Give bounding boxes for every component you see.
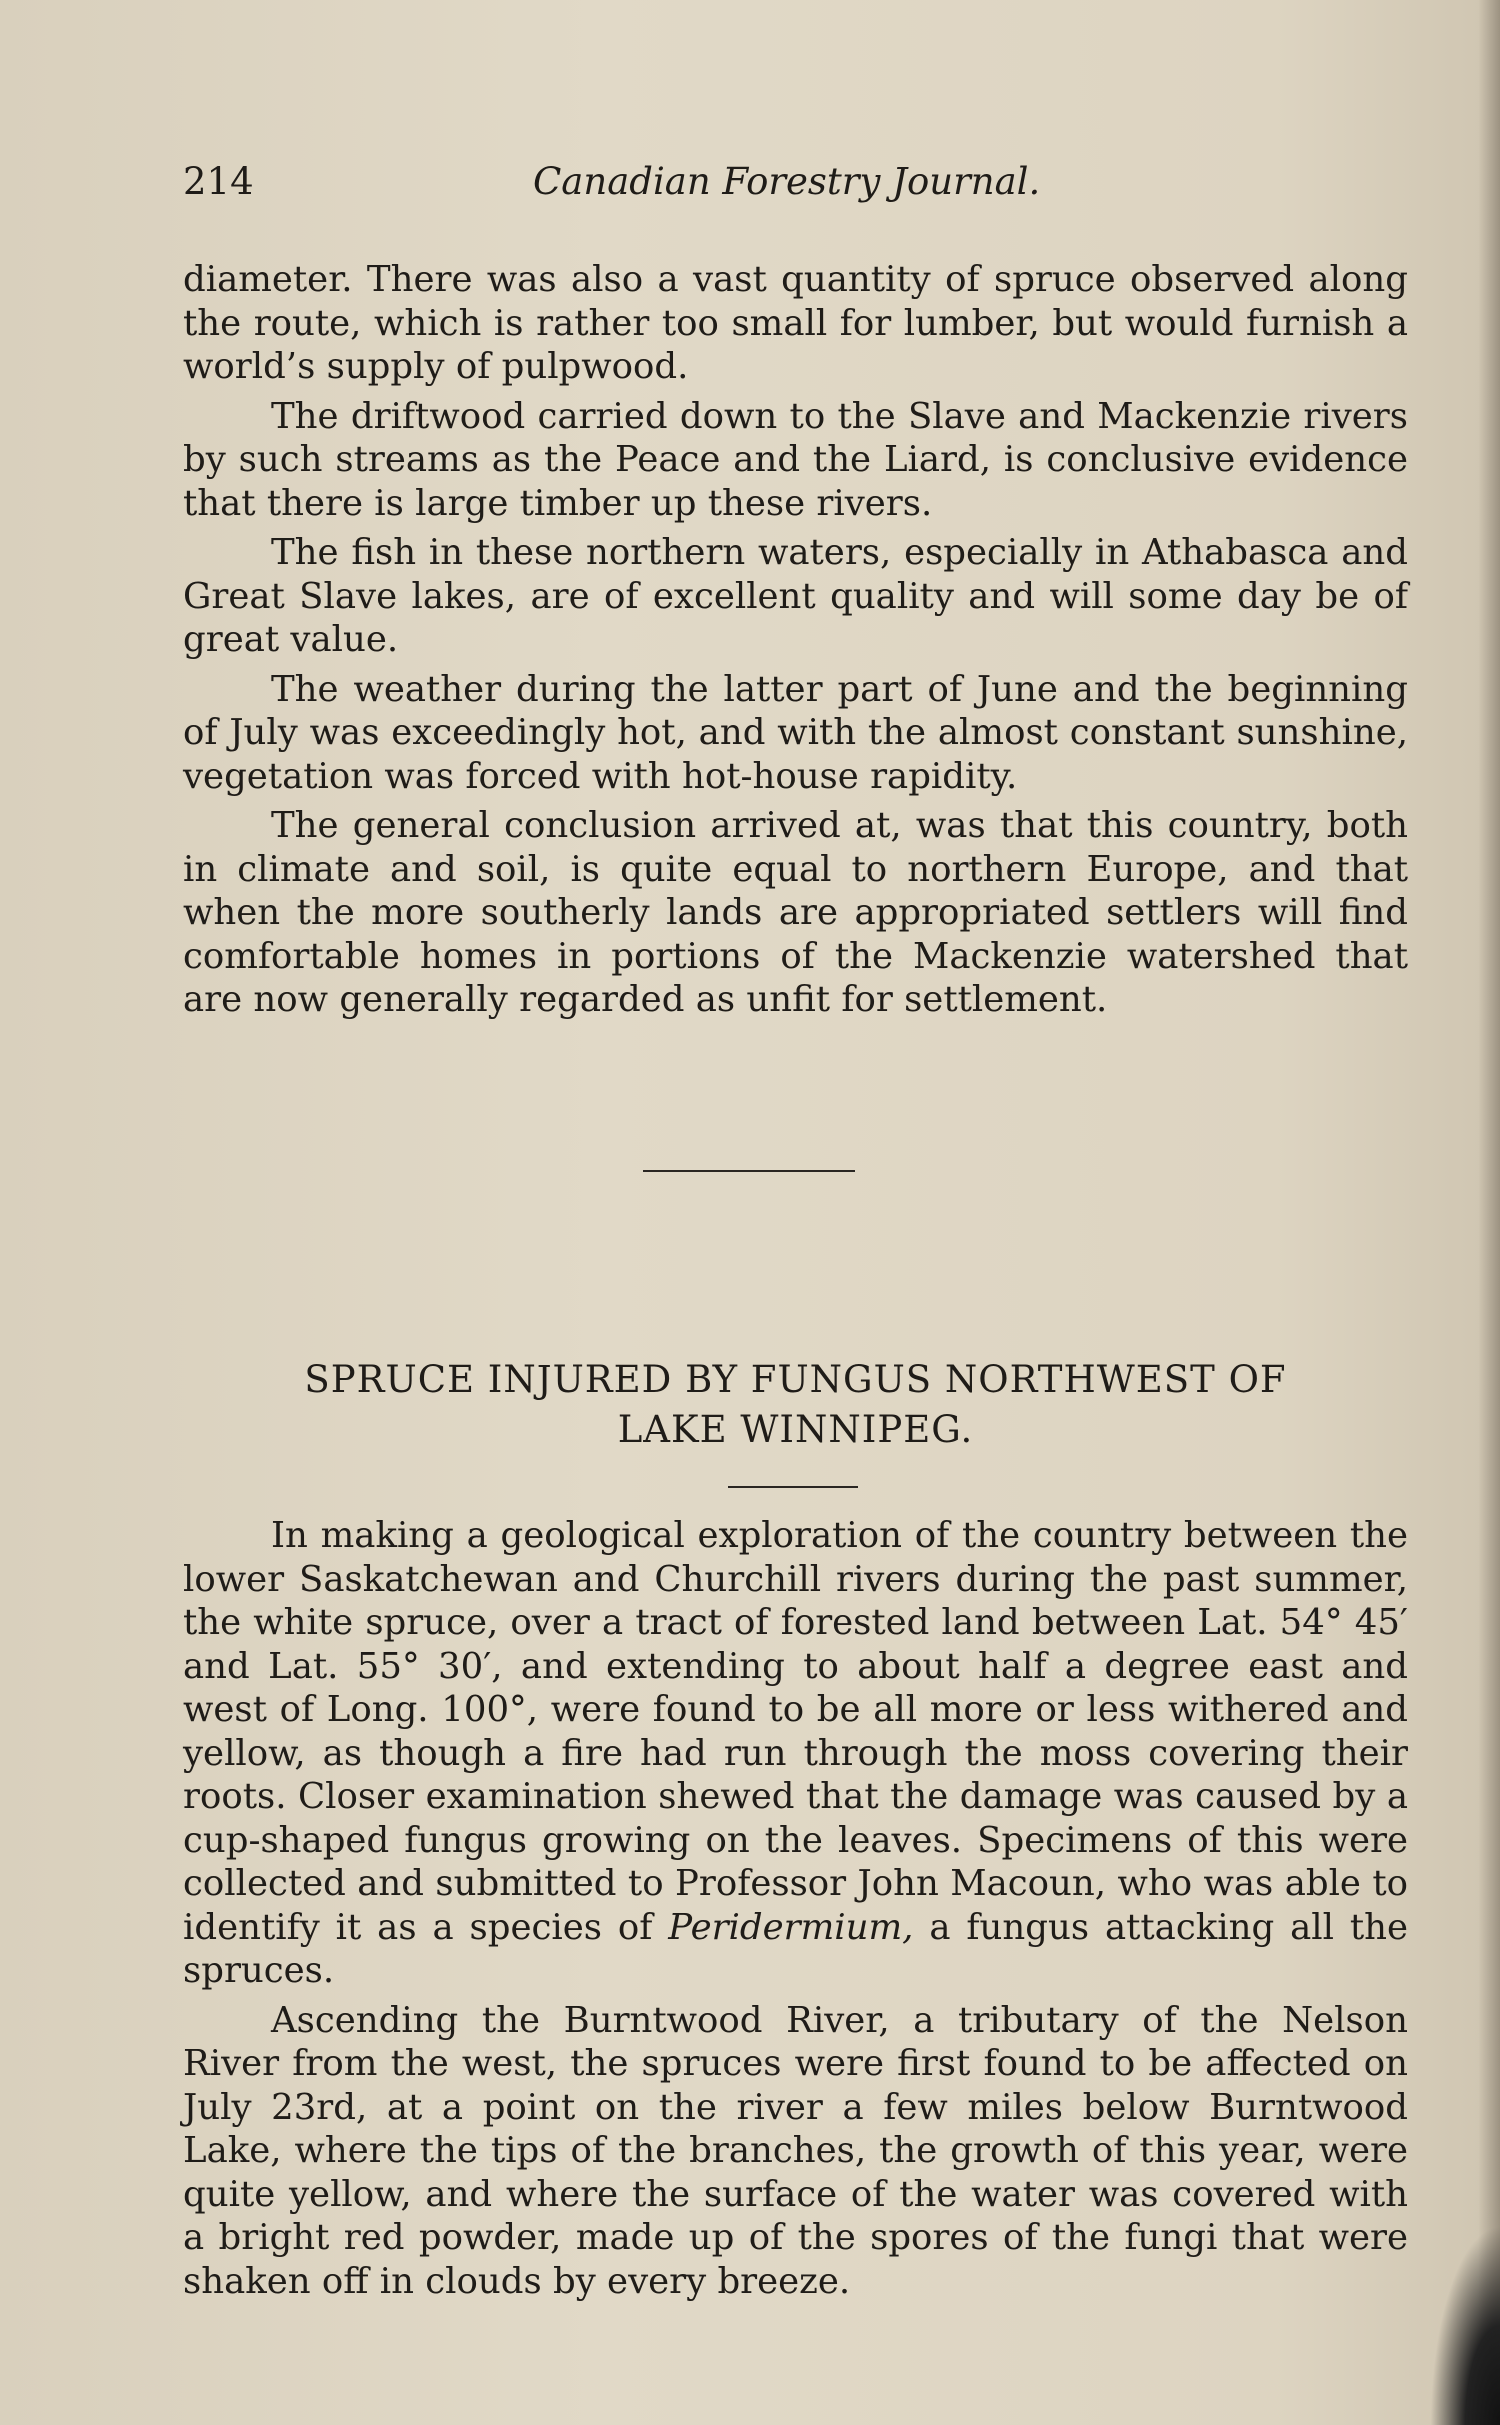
paragraph: The driftwood carried down to the Slave and Mackenzie rivers by such streams as the Peace and the Liard, is conclusive evidence that there is large timber up these rivers. (183, 395, 1408, 524)
article-body (183, 1514, 1408, 2303)
paragraph-text: a fungus attacking all the spruces. (183, 1906, 1408, 1991)
paragraph (183, 1514, 1408, 1993)
page-header (183, 160, 1383, 210)
article-title-line: SPRUCE INJURED BY FUNGUS NORTHWEST OF (304, 1358, 1287, 1401)
title-underline-rule (728, 1486, 858, 1488)
page-number: 214 (183, 160, 254, 203)
paragraph: The fish in these northern waters, especially in Athabasca and Great Slave lakes, are of excellent quality and will some day be of great value. (183, 532, 1408, 660)
page-corner-curl (1430, 2225, 1500, 2425)
paragraph: diameter. There was also a vast quantity of spruce observed along the route, which is rather too small for lumber, but would furnish a world’s supply of pulpwood. (183, 259, 1408, 387)
page-edge-shadow (1478, 0, 1500, 2425)
journal-title: Canadian Forestry Journal. (533, 160, 1041, 203)
article-title (183, 1355, 1408, 1455)
paragraph: The general conclusion arrived at, was that this country, both in climate and soil, is quite equal to northern Europe, and that when the more southerly lands are appropriated settlers will find comfortable homes in portions of the Mackenzie watershed that are now generally regarded as unfit for settlement. (183, 805, 1408, 1020)
continued-article-text (183, 258, 1408, 1022)
paragraph: The weather during the latter part of June and the beginning of July was exceedingly hot, and with the almost constant sunshine, vegetation was forced with hot-house rapidity. (183, 668, 1408, 797)
species-name: Peridermium, (668, 1906, 914, 1948)
article-title-line: LAKE WINNIPEG. (617, 1408, 974, 1451)
section-divider (643, 1170, 855, 1172)
paragraph: Ascending the Burntwood River, a tributary of the Nelson River from the west, the spruces were first found to be affected on July 23rd, at a point on the river a few miles below Burntwood Lake, where the tips of the branches, the growth of this year, were quite yellow, and where the surface of the water was covered with a bright red powder, made up of the spores of the fungi that were shaken off in clouds by every breeze. (183, 1999, 1408, 2302)
paragraph-text: In making a geological exploration of the country between the lower Saskatchewan and Churchill rivers during the past summer, the white spruce, over a tract of forested land between Lat. 54° 45′ and Lat. 55° 30′, and extending to about half a degree east and west of Long. 100°, were found to be all more or less withered and yellow, as though a fire had run through the moss covering their roots. Closer examination shewed that the damage was caused by a cup-shaped fungus growing on the leaves. Specimens of this were collected and submitted to Professor John Macoun, who was able to identify it as a species of (183, 1515, 1408, 1948)
